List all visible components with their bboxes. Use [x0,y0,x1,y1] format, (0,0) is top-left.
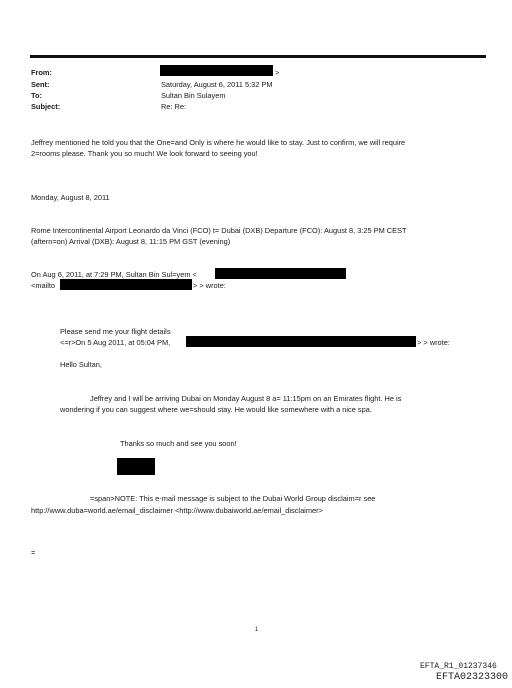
inner-line1: Please send me your flight details [60,327,171,336]
equals-line: = [31,548,36,557]
para2-line2: wondering if you can suggest where we=should stay. He would like somewhere with a nice spa. [60,405,372,414]
bates-number-1: EFTA_R1_01237346 [420,662,497,671]
to-label: To: [31,91,42,100]
header-rule [30,55,486,58]
redaction-quote1-email [215,268,346,279]
from-label: From: [31,68,52,77]
note-line1: =span>NOTE: This e-mail message is subject to the Dubai World Group disclaim=r see [90,494,376,503]
subject-value: Re: Re: [161,102,187,111]
from-suffix: > [275,68,280,77]
quote1-line2-prefix: <mailto [31,281,56,290]
para2-line1: Jeffrey and I will be arriving Dubai on Monday August 8 a= 11:15pm on an Emirates flight. He is [90,394,402,403]
bates-number-2: EFTA02323300 [436,672,509,683]
page-number: 1 [255,627,259,633]
date-line: Monday, August 8, 2011 [31,193,110,202]
sent-value: Saturday, August 6, 2011 5:32 PM [161,80,273,89]
quote1-line1: On Aug 6, 2011, at 7:29 PM, Sultan Bin Sul=yem < [31,270,197,279]
flight-line2: (aftern=on) Arrival (DXB): August 8, 11:15 PM GST (evening) [31,237,231,246]
thanks-line: Thanks so much and see you soon! [120,439,237,448]
subject-label: Subject: [31,102,61,111]
sent-label: Sent: [31,80,50,89]
redaction-signature [117,458,155,475]
flight-line1: Rome Intercontinental Airport Leonardo da Vinci (FCO) t= Dubai (DXB) Departure (FCO): August 8, 3:25 PM CEST [31,226,407,235]
note-line2: http://www.duba=world.ae/email_disclaimer <http://www.dubaiworld.ae/email_disclaimer> [31,506,323,515]
para1-line1: Jeffrey mentioned he told you that the One=and Only is where he would like to stay. Just to confirm, we will require [31,138,406,147]
to-value: Sultan Bin Sulayem [161,91,226,100]
greeting: Hello Sultan, [60,360,102,369]
redaction-from [160,65,273,76]
redaction-inner-email [186,336,416,347]
para1-line2: 2=rooms please. Thank you so much! We look forward to seeing you! [31,149,258,158]
inner-line2-prefix: <=r>On 5 Aug 2011, at 05:04 PM, [60,338,171,347]
redaction-quote1-mailto [60,279,192,290]
quote1-line2-suffix: > > wrote: [193,281,226,290]
inner-line2-suffix: > > wrote: [417,338,450,347]
